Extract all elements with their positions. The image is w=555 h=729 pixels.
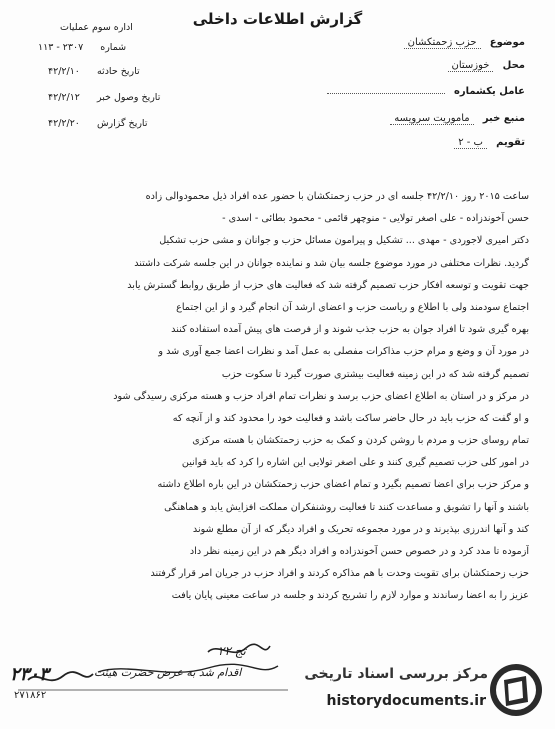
subject-label: موضوع — [489, 37, 525, 48]
body-line: بهره گیری شود تا افراد جوان به حزب جذب شوند و از فرصت های پیش آمده استفاده کنند — [171, 324, 529, 336]
body-line: کند و آنها اندرزی بپذیرند و در مورد مجموعه تحریک و افراد دیگر که از آن مطلع شوند — [192, 523, 529, 535]
watermark-name: مرکز بررسی اسناد تاریخی — [304, 666, 488, 682]
number-label: شماره — [100, 42, 127, 53]
send-date-label: تاریخ گزارش — [96, 118, 148, 129]
handwritten-note: اقدام شد به عرض حضرت هیئت — [94, 666, 242, 679]
body-line: باشند و آنها را تشویق و مساعدت کنند تا فعالیت روشنفکران مملکت افزایش یابد و هماهنگی — [164, 501, 529, 513]
body-line: و مرکز حزب برای اعضا تصمیم بگیرد و تمام اعضای حزب زحمتکشان در این باره اطلاع داشته — [157, 479, 529, 491]
receive-date-value: ۴۲/۲/۱۲ — [48, 92, 80, 103]
initials-handwriting: تج ۲۲ — [218, 644, 246, 658]
source-row — [327, 86, 525, 97]
body-line: آزموده تا مدد کرد و در خصوص حسن آخوندزاده و افراد دیگر هم در این زمینه نظر داد — [189, 546, 529, 557]
number-row — [38, 42, 126, 53]
archive-logo-icon — [488, 662, 544, 718]
report-date-value: ۴۲/۲/۱۰ — [48, 66, 80, 77]
rating-label: تقویم — [496, 137, 525, 148]
document-title: گزارش اطلاعات داخلی — [192, 10, 363, 28]
report-body — [24, 186, 529, 608]
body-line: در امور کلی حزب تصمیم گیری کنند و علی اصغر تولایی این اشاره را کرد که باید قوانین — [181, 457, 529, 469]
signature-area — [8, 640, 298, 720]
body-line: حسن آخوندزاده - علی اصغر تولایی - منوچهر قائمی - محمود بطائی - اسدی - — [222, 213, 529, 225]
place-label: محل — [502, 60, 525, 71]
subject-value: حزب زحمتکشان — [404, 37, 481, 49]
handwritten-number: ۲۳۰۳ — [10, 664, 49, 685]
origin-label: منبع خبر — [482, 113, 525, 124]
origin-row — [390, 113, 525, 124]
stamp-number: ۲۷۱۸۶۲ — [14, 690, 47, 701]
body-line: در مرکز و در استان به اطلاع اعضای حزب برسد و نظرات تمام افراد حزب و هسته مرکزی رسیدگی شود — [113, 390, 529, 402]
origin-value: ماموریت سرویسه — [390, 113, 473, 125]
send-date-row — [48, 118, 147, 129]
body-line: جهت تقویت و توسعه افکار حزب تصمیم گرفته شد که فعالیت های حزب از طریق روابط گسترش یابد — [127, 279, 529, 291]
body-line: در مورد آن و وضع و مرام حزب مذاکرات مفصلی به عمل آمد و نظرات اعضا جمع آوری شد و — [158, 346, 529, 358]
receive-date-label: تاریخ وصول خبر — [96, 92, 161, 103]
body-line: دکتر امیری لاجوردی - مهدی ... تشکیل و پیرامون مسائل حزب و جوانان و مشی حزب تشکیل — [159, 235, 529, 247]
number-value: ۲۳۰۷ - ۱۱۳ — [38, 42, 84, 53]
watermark-url: historydocuments.ir — [326, 693, 486, 709]
body-line: حزب زحمتکشان برای تقویت وحدت با هم مذاکره کردند و افراد حزب در جریان امر قرار گرفتند — [150, 568, 529, 580]
place-value: خوزستان — [448, 60, 494, 72]
body-line: و او گفت که حزب باید در حال حاضر ساکت باشد و فعالیت خود را محدود کند و از آنچه که — [172, 412, 529, 424]
body-line: ساعت ۲۰۱۵ روز ۴۲/۲/۱۰ جلسه ای در حزب زحمتکشان با حضور عده افراد ذیل محمودوالی زاده — [145, 191, 529, 202]
report-date-label: تاریخ حادثه — [96, 66, 140, 77]
body-line: تصمیم گرفته شد که در این زمینه فعالیت بیشتری صورت گیرد تا سکوت حزب — [221, 368, 529, 380]
report-date-row — [48, 66, 140, 77]
source-label: عامل یکشماره — [453, 86, 525, 97]
place-row — [448, 60, 525, 71]
send-date-value: ۴۲/۲/۲۰ — [48, 118, 80, 129]
body-line: عزیز را به اعضا رساندند و موارد لازم را تشریح کردند و جلسه در ساعت معینی پایان یافت — [171, 590, 529, 602]
source-value — [327, 93, 445, 94]
body-line: اجتماع سودمند ولی با اطلاع و ریاست حزب و اعضای ارشد آن انجام گیرد و از این اجتماع — [176, 301, 529, 313]
receive-date-row — [48, 92, 160, 103]
signature-scribbles — [8, 640, 298, 720]
rating-row — [454, 137, 525, 148]
body-line: گردید. نظرات مختلفی در مورد موضوع جلسه بیان شد و نماینده جوانان در این جلسه شرکت داشتند — [134, 257, 529, 269]
body-line: تمام روسای حزب و مردم با روشن کردن و کمک به حزب زحمتکشان با هسته مرکزی — [192, 435, 529, 447]
watermark — [272, 660, 548, 722]
department-label: اداره سوم عملیات — [60, 22, 133, 33]
rating-value: ب - ۲ — [454, 137, 487, 149]
subject-row — [404, 37, 525, 48]
